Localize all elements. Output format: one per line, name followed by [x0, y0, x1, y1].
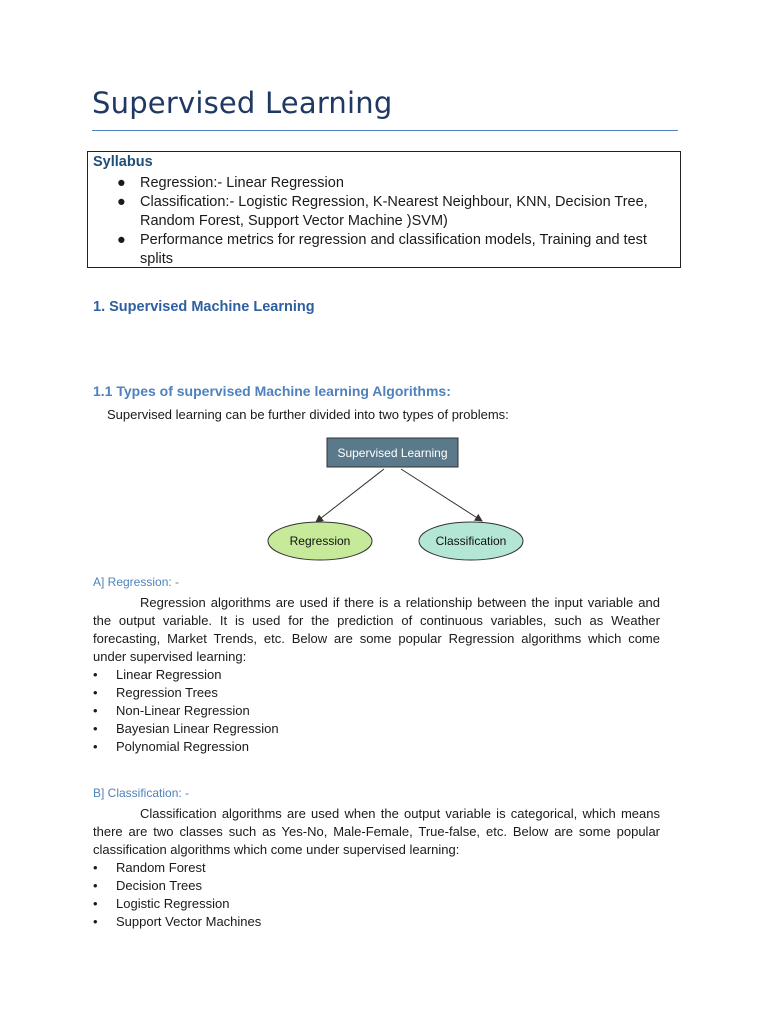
diagram-arrow-right [401, 469, 482, 521]
bullet-icon: • [93, 703, 98, 718]
syllabus-item [88, 193, 680, 231]
bullet-icon: • [93, 896, 98, 911]
list-item [93, 913, 261, 931]
list-item-text: Random Forest [116, 860, 206, 875]
regression-heading: A] Regression: - [93, 575, 180, 589]
supervised-learning-diagram [260, 432, 530, 567]
title-divider [92, 130, 678, 131]
list-item-text: Regression Trees [116, 685, 218, 700]
bullet-icon: ● [117, 175, 126, 191]
list-item-text: Support Vector Machines [116, 914, 262, 929]
syllabus-item-text: Regression:- Linear Regression [140, 175, 344, 191]
bullet-icon: ● [117, 194, 126, 210]
diagram-classification-label: Classification [435, 534, 507, 548]
list-item-text: Non-Linear Regression [116, 703, 250, 718]
diagram-regression-label: Regression [289, 534, 351, 548]
regression-paragraph: Regression algorithms are used if there is a relationship between the input variable and the output variable. It is used for the prediction of continuous variables, such as Weather forecasting, Market Trends, etc. Below are some popular Regression algorithms which come under supervised learning: [93, 595, 660, 664]
classification-list [93, 859, 261, 931]
bullet-icon: • [93, 914, 98, 929]
list-item [93, 720, 279, 738]
section-heading-types: 1.1 Types of supervised Machine learning Algorithms: [93, 383, 451, 399]
list-item [93, 877, 261, 895]
list-item [93, 859, 261, 877]
regression-list [93, 666, 279, 756]
list-item [93, 702, 279, 720]
intro-text: Supervised learning can be further divided into two types of problems: [107, 407, 509, 422]
list-item [93, 738, 279, 756]
bullet-icon: • [93, 860, 98, 875]
list-item [93, 666, 279, 684]
section-heading-supervised-ml: 1. Supervised Machine Learning [93, 299, 315, 315]
bullet-icon: • [93, 878, 98, 893]
classification-heading: B] Classification: - [93, 786, 190, 800]
diagram-arrow-left [316, 469, 384, 522]
bullet-icon: ● [117, 232, 126, 248]
page-title: Supervised Learning [92, 86, 393, 120]
syllabus-item-text: Classification:- Logistic Regression, K-Nearest Neighbour, KNN, Decision Tree, Random Forest, Support Vector Machine )SVM) [140, 194, 648, 229]
syllabus-heading: Syllabus [93, 154, 153, 170]
diagram-root-label: Supervised Learning [337, 446, 448, 460]
list-item-text: Bayesian Linear Regression [116, 721, 279, 736]
list-item-text: Logistic Regression [116, 896, 230, 911]
bullet-icon: • [93, 685, 98, 700]
list-item-text: Linear Regression [116, 667, 222, 682]
syllabus-box [87, 151, 681, 268]
syllabus-item [88, 174, 680, 193]
bullet-icon: • [93, 667, 98, 682]
syllabus-item-text: Performance metrics for regression and classification models, Training and test splits [140, 232, 647, 267]
list-item-text: Polynomial Regression [116, 739, 249, 754]
classification-paragraph: Classification algorithms are used when the output variable is categorical, which means there are two classes such as Yes-No, Male-Female, True-false, etc. Below are some popular classification algorithms which come under supervised learning: [93, 806, 660, 857]
syllabus-list [88, 174, 680, 269]
syllabus-item [88, 231, 680, 269]
list-item [93, 895, 261, 913]
bullet-icon: • [93, 739, 98, 754]
bullet-icon: • [93, 721, 98, 736]
list-item [93, 684, 279, 702]
list-item-text: Decision Trees [116, 878, 202, 893]
